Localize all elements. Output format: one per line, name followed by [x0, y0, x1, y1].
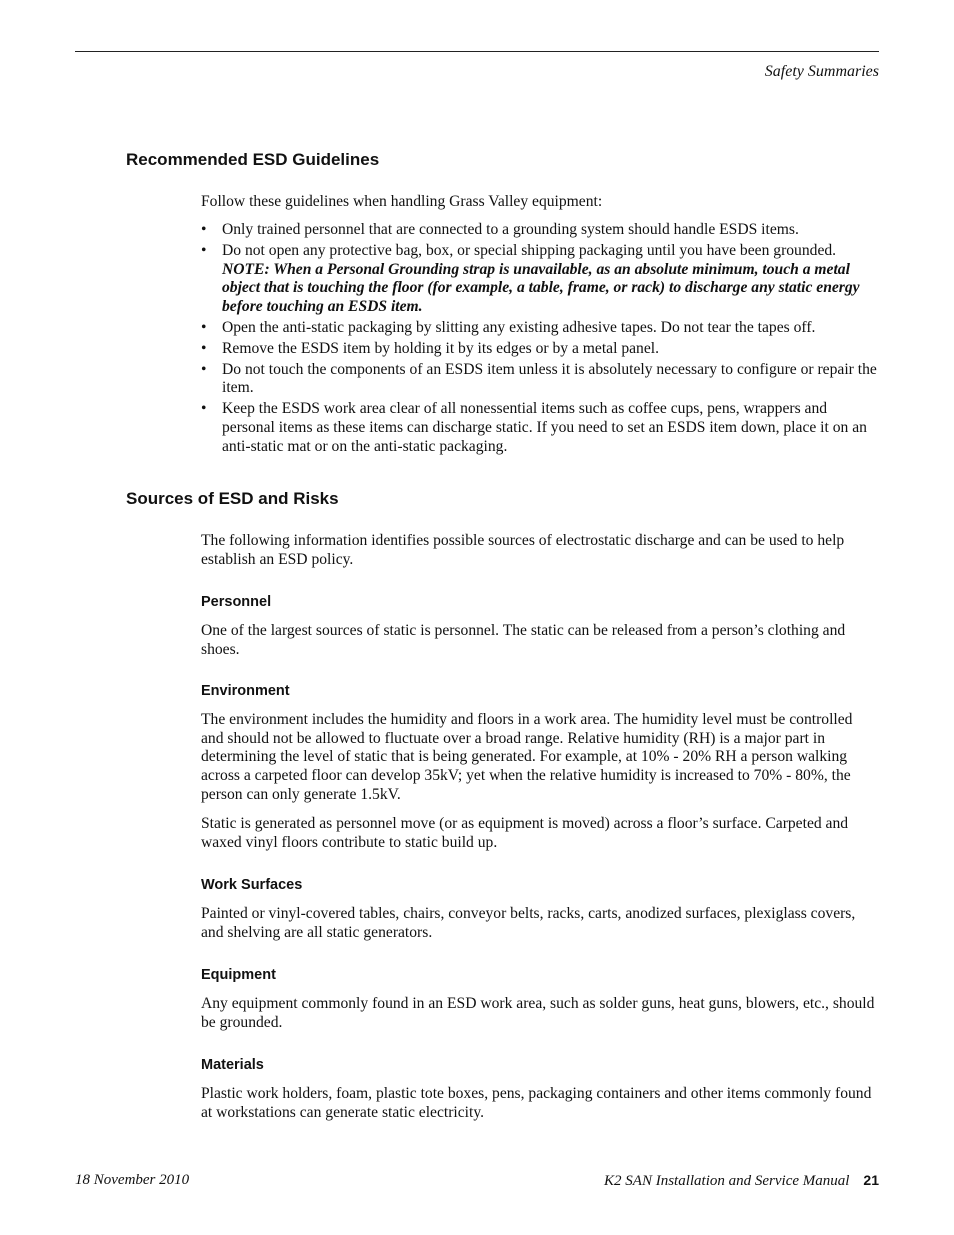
subsection-title-personnel: Personnel — [201, 594, 272, 610]
running-head: Safety Summaries — [764, 63, 879, 80]
environment-body-2: Static is generated as personnel move (or as equipment is moved) across a floor’s surface. Carpeted and waxed vinyl floors contribute to static build up. — [201, 815, 849, 851]
bullet-icon: • — [201, 339, 207, 357]
esd-guidelines-list — [201, 221, 877, 459]
list-item — [201, 242, 877, 317]
work-surfaces-body: Painted or vinyl-covered tables, chairs, conveyor belts, racks, carts, anodized surfaces, plexiglass covers, and shelving are all static generators. — [201, 905, 856, 941]
list-item — [201, 361, 877, 398]
bullet-icon: • — [201, 221, 207, 238]
footer-manual-title: K2 SAN Installation and Service Manual — [604, 1173, 850, 1189]
list-item-text: Remove the ESDS item by holding it by its edges or by a metal panel. — [222, 339, 659, 357]
bullet-icon: • — [201, 360, 207, 378]
list-item-text: Only trained personnel that are connected to a grounding system should handle ESDS items. — [222, 221, 799, 238]
subsection-title-environment: Environment — [201, 683, 290, 699]
page-number: 21 — [863, 1172, 879, 1188]
subsection-title-work-surfaces: Work Surfaces — [201, 877, 303, 893]
grounding-note: NOTE: When a Personal Grounding strap is unavailable, as an absolute minimum, touch a metal object that is touching the floor (for example, a table, frame, or rack) to discharge any static energy before touching an ESDS item. — [222, 260, 860, 315]
bullet-icon: • — [201, 241, 207, 259]
environment-body: The environment includes the humidity and floors in a work area. The humidity level must be controlled and should not be allowed to fluctuate over a broad range. Relative humidity (RH) is a major part in determining the level of static that is being generated. For example, at 10% - 20% RH a person walking across a carpeted floor can develop 35kV; yet when the relative humidity is increased to 70% - 80%, the person can only generate 1.5kV. — [201, 711, 853, 803]
list-item — [201, 400, 877, 456]
section-title-esd-guidelines: Recommended ESD Guidelines — [126, 150, 380, 169]
subsection-title-equipment: Equipment — [201, 967, 276, 983]
footer-date: 18 November 2010 — [75, 1172, 190, 1188]
list-item-text: Keep the ESDS work area clear of all nonessential items such as coffee cups, pens, wrappers and personal items as these items can discharge static. If you need to set an ESDS item down, place it on an anti-static mat or on the anti-static packaging. — [222, 400, 867, 455]
bullet-icon: • — [201, 400, 207, 418]
subsection-title-materials: Materials — [201, 1057, 264, 1073]
equipment-body: Any equipment commonly found in an ESD work area, such as solder guns, heat guns, blowers, etc., should be grounded. — [201, 995, 875, 1031]
esd-guidelines-intro: Follow these guidelines when handling Grass Valley equipment: — [201, 193, 603, 210]
list-item — [201, 319, 877, 338]
sources-intro: The following information identifies possible sources of electrostatic discharge and can be used to help establish an ESD policy. — [201, 532, 845, 568]
materials-body: Plastic work holders, foam, plastic tote boxes, pens, packaging containers and other items commonly found at workstations can generate static electricity. — [201, 1085, 872, 1121]
header-rule — [75, 51, 879, 52]
list-item-text: Do not touch the components of an ESDS item unless it is absolutely necessary to configure or repair the item. — [222, 360, 877, 397]
footer-right — [604, 1172, 879, 1190]
list-item-text: Do not open any protective bag, box, or special shipping packaging until you have been grounded. — [222, 241, 837, 259]
list-item — [201, 221, 877, 240]
list-item — [201, 340, 877, 359]
bullet-icon: • — [201, 318, 207, 336]
section-title-sources: Sources of ESD and Risks — [126, 489, 339, 508]
list-item-text: Open the anti-static packaging by slitting any existing adhesive tapes. Do not tear the tapes off. — [222, 318, 816, 336]
personnel-body: One of the largest sources of static is personnel. The static can be released from a person’s clothing and shoes. — [201, 622, 846, 658]
